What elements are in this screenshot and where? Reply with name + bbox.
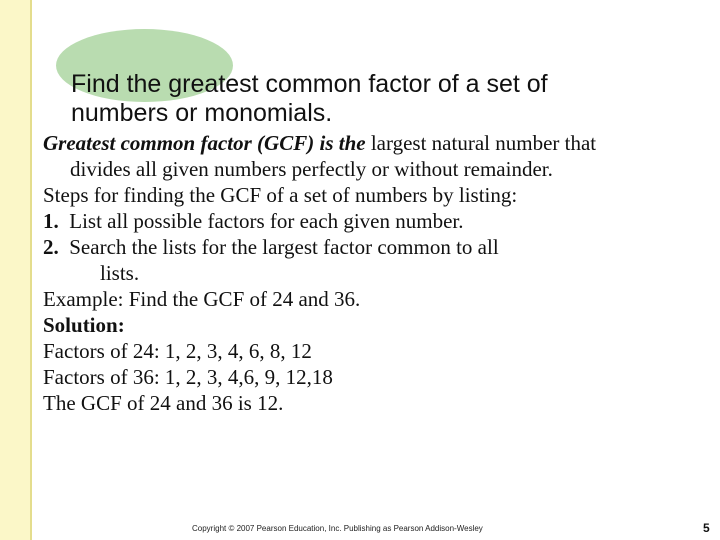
example-line: Example: Find the GCF of 24 and 36. bbox=[43, 287, 361, 311]
step-2-number: 2 bbox=[43, 235, 54, 259]
definition-term: Greatest common factor (GCF) bbox=[43, 131, 315, 155]
slide-body bbox=[43, 130, 703, 416]
step-2-continuation: lists. bbox=[100, 261, 140, 285]
definition-line bbox=[43, 130, 703, 156]
heading-line-1: Find the greatest common factor of a set of bbox=[71, 70, 548, 98]
solution-label bbox=[43, 312, 703, 338]
definition-text-1: largest natural number that bbox=[365, 131, 597, 155]
step-2-text: Search the lists for the largest factor common to all bbox=[69, 235, 499, 259]
left-decorative-band bbox=[0, 0, 30, 540]
step-1-number: 1 bbox=[43, 209, 54, 233]
gcf-answer: The GCF of 24 and 36 is 12. bbox=[43, 391, 284, 415]
step-2: 2. Search the lists for the largest factor common to all bbox=[43, 235, 499, 259]
steps-intro: Steps for finding the GCF of a set of numbers by listing: bbox=[43, 183, 518, 207]
heading-line-2: numbers or monomials. bbox=[71, 99, 333, 127]
definition-continuation: divides all given numbers perfectly or without remainder. bbox=[70, 157, 553, 181]
page-number: 5 bbox=[703, 521, 710, 535]
left-decorative-rule bbox=[30, 0, 32, 540]
factors-of-36: Factors of 36: 1, 2, 3, 4,6, 9, 12,18 bbox=[43, 365, 333, 389]
step-1: 1. List all possible factors for each given number. bbox=[43, 209, 464, 233]
definition-connector: is the bbox=[314, 131, 366, 155]
step-1-text: List all possible factors for each given number. bbox=[69, 209, 464, 233]
factors-of-24: Factors of 24: 1, 2, 3, 4, 6, 8, 12 bbox=[43, 339, 312, 363]
slide-heading bbox=[71, 70, 671, 128]
solution-label-text: Solution: bbox=[43, 313, 125, 337]
copyright-footer: Copyright © 2007 Pearson Education, Inc. Publishing as Pearson Addison-Wesley bbox=[192, 524, 483, 533]
